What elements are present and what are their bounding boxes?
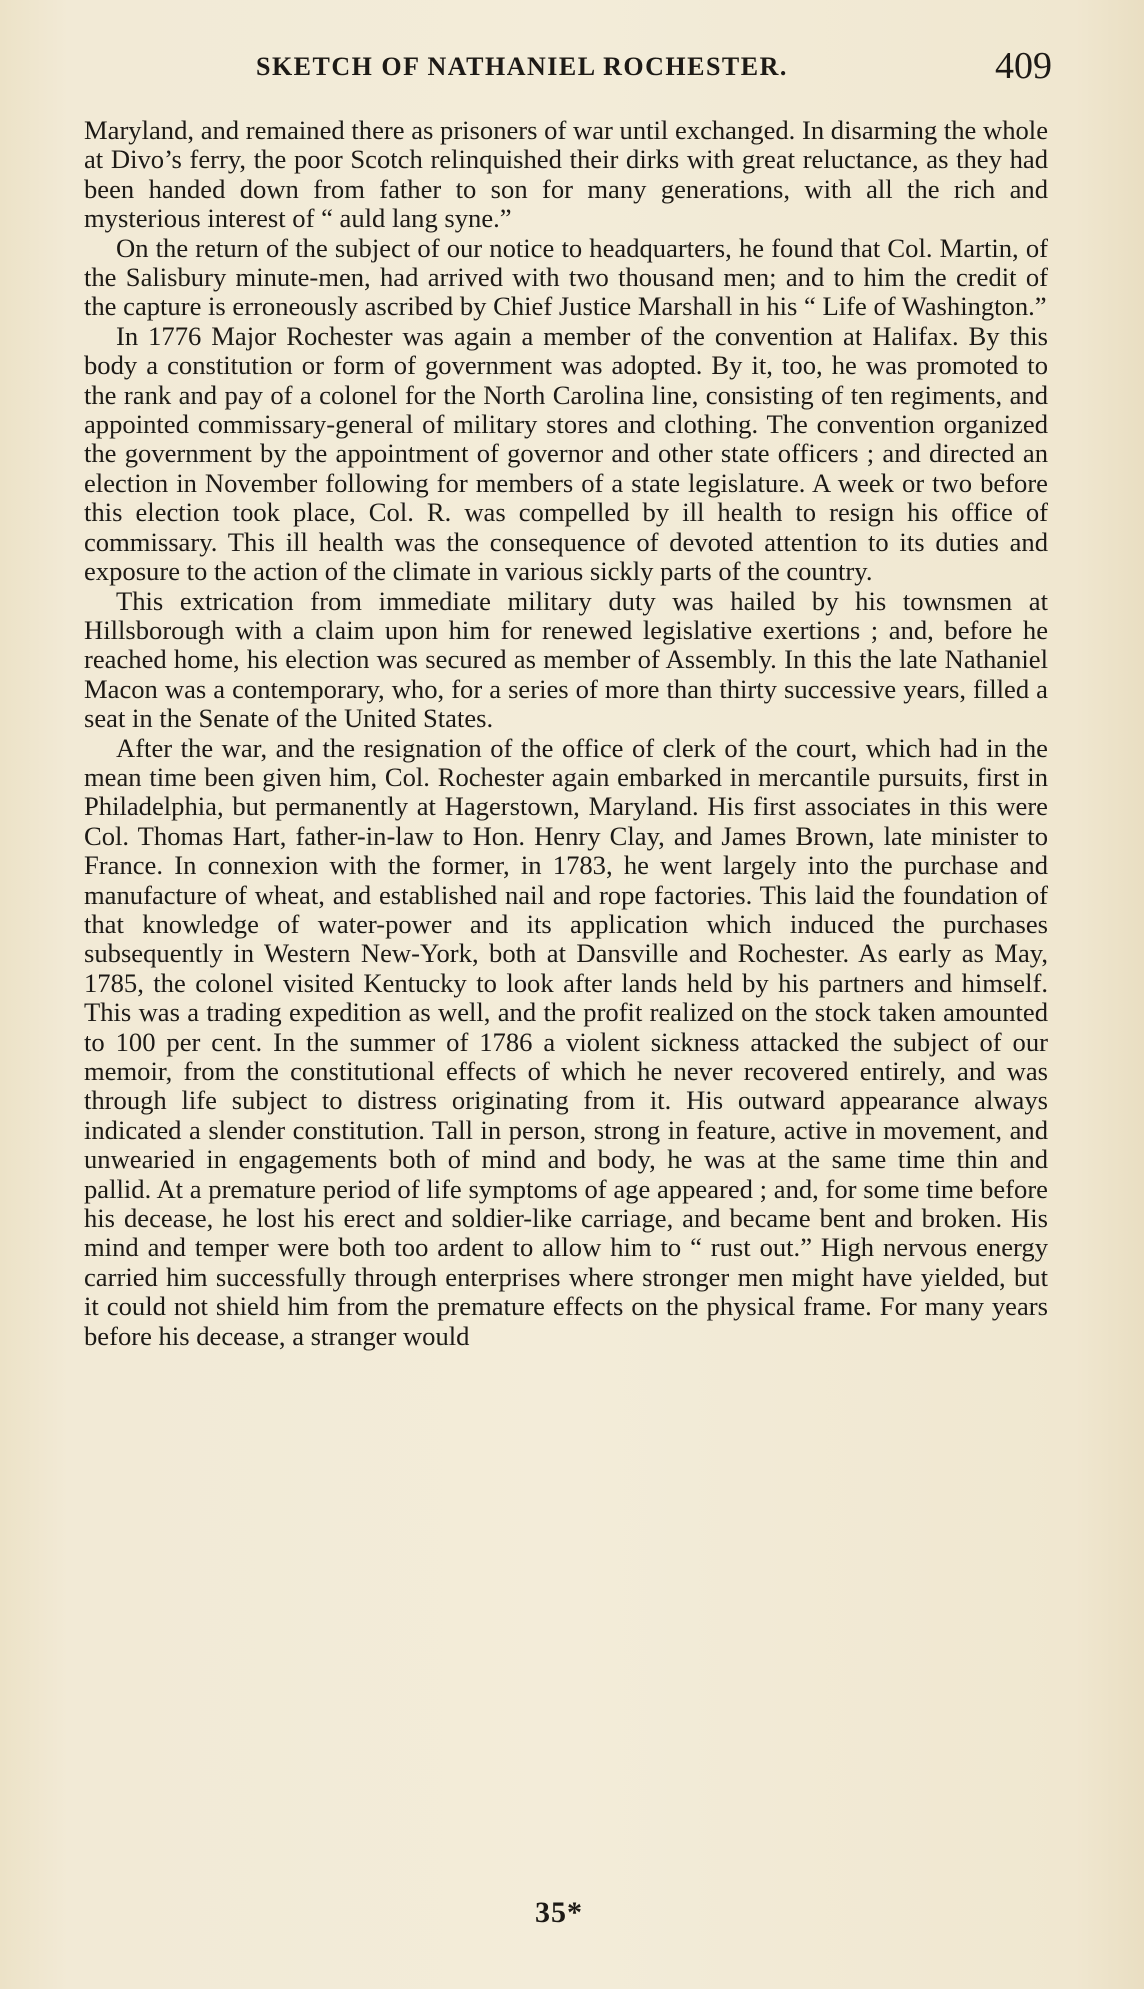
page-header: [88, 42, 1052, 92]
paragraph: Maryland, and remained there as prisoners of war until exchanged. In disarming the whole at Divo’s ferry, the poor Scotch relinquished their dirks with great reluctance, as they had been handed down from father to son for many generations, with all the rich and mysterious interest of “ auld lang syne.”: [84, 115, 1048, 234]
paragraph: This extrication from immediate military duty was hailed by his townsmen at Hillsborough with a claim upon him for renewed legislative exertions ; and, before he reached home, his election was secured as member of Assembly. In this the late Nathaniel Macon was a contemporary, who, for a series of more than thirty successive years, filled a seat in the Senate of the United States.: [84, 585, 1048, 734]
paragraph: On the return of the subject of our notice to headquarters, he found that Col. Martin, of the Salisbury minute-men, had arrived with two thousand men; and to him the credit of the capture is erroneously ascribed by Chief Justice Marshall in his “ Life of Washington.”: [84, 232, 1048, 322]
running-title: SKETCH OF NATHANIEL ROCHESTER.: [256, 52, 788, 81]
signature-mark: 35*: [535, 1896, 583, 1929]
page-number: 409: [995, 45, 1052, 87]
paragraph: In 1776 Major Rochester was again a member of the convention at Halifax. By this body a constitution or form of government was adopted. By it, too, he was promoted to the rank and pay of a colonel for the North Carolina line, consisting of ten regiments, and appointed commissary-general of military stores and clothing. The convention organized the government by the appointment of governor and other state officers ; and directed an election in November following for members of a state legislature. A week or two before this election took place, Col. R. was compelled by ill health to resign his office of commissary. This ill health was the consequence of devoted attention to its duties and exposure to the action of the climate in various sickly parts of the country.: [84, 320, 1048, 587]
body-text: [84, 116, 1048, 1351]
paragraph: After the war, and the resignation of the office of clerk of the court, which had in the mean time been given him, Col. Rochester again embarked in mercantile pursuits, first in Philadelphia, but permanently at Hagerstown, Maryland. His first associates in this were Col. Thomas Hart, father-in-law to Hon. Henry Clay, and James Brown, late minister to France. In connexion with the former, in 1783, he went largely into the purchase and manufacture of wheat, and established nail and rope factories. This laid the foundation of that knowledge of water-power and its application which induced the purchases subsequently in Western New-York, both at Dansville and Rochester. As early as May, 1785, the colonel visited Kentucky to look after lands held by his partners and himself. This was a trading expedition as well, and the profit realized on the stock taken amounted to 100 per cent. In the summer of 1786 a violent sickness attacked the subject of our memoir, from the constitutional effects of which he never recovered entirely, and was through life subject to distress originating from it. His outward appearance always indicated a slender constitution. Tall in person, strong in feature, active in movement, and unwearied in engagements both of mind and body, he was at the same time thin and pallid. At a premature period of life symptoms of age appeared ; and, for some time before his decease, he lost his erect and soldier-like carriage, and became bent and broken. His mind and temper were both too ardent to allow him to “ rust out.” High nervous energy carried him successfully through enterprises where stronger men might have yielded, but it could not shield him from the premature effects on the physical frame. For many years before his decease, a stranger would: [84, 732, 1048, 1351]
